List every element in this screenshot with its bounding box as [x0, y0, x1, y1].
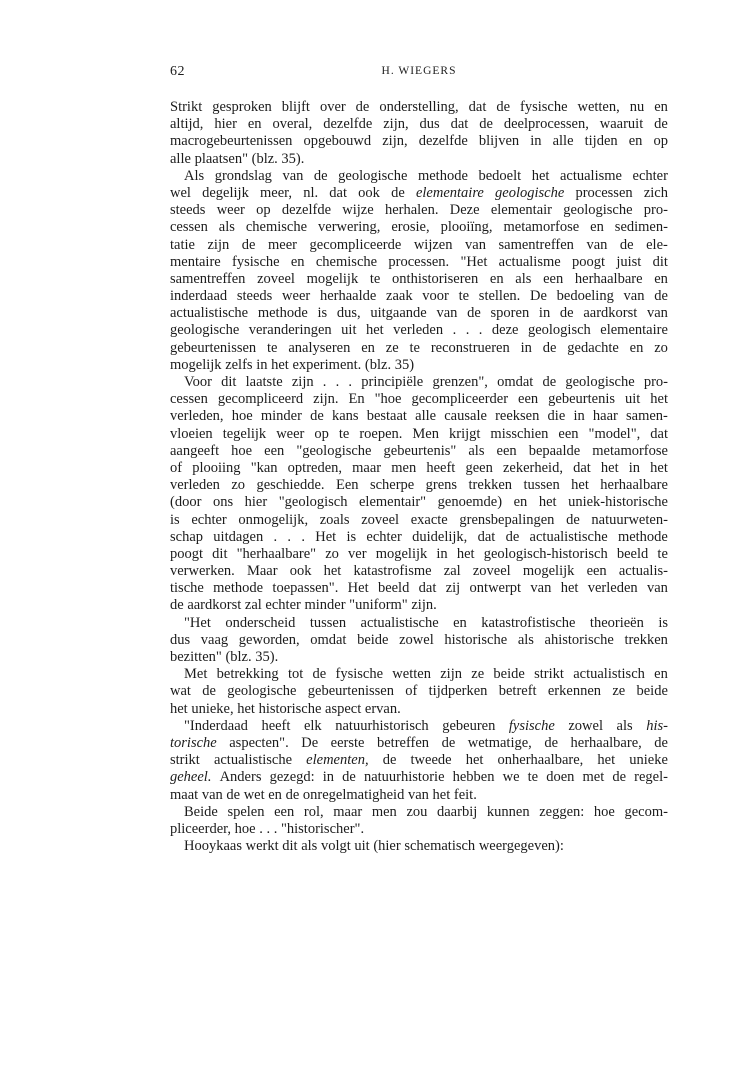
text-line: actualistische methode is dus, uitgaande van de sporen in de aardkorst van: [170, 305, 668, 322]
text-line: poogt dit "herhaalbare" zo ver mogelijk in het geologisch-historisch beeld te: [170, 545, 668, 562]
text-line: geologische veranderingen uit het verleden . . . deze geologisch elementaire: [170, 322, 668, 339]
text-line: Strikt gesproken blijft over de onderstelling, dat de fysische wetten, nu en: [170, 99, 668, 115]
text-line: dus vaag geworden, omdat beide zowel historische als ahistorische trekken: [170, 631, 668, 648]
text-line: "Inderdaad heeft elk natuurhistorisch gebeuren fysische zowel als his-: [184, 717, 668, 734]
text-line: of plooiing "kan optreden, maar men heeft geen zekerheid, dat het in het: [170, 459, 668, 476]
text-line: Met betrekking tot de fysische wetten zijn ze beide strikt actualistisch en: [184, 666, 668, 683]
text-line: mentaire fysische en chemische processen. "Het actualisme poogt juist dit: [170, 253, 668, 270]
text-line: mogelijk zelfs in het experiment. (blz. 35): [170, 356, 415, 373]
text-line: vloeien tegelijk weer op te roepen. Men krijgt misschien een "model", dat: [170, 425, 668, 442]
text-line: altijd, hier en overal, dezelfde zijn, dus dat de deelprocessen, waaruit de: [170, 116, 668, 133]
text-line: alle plaatsen" (blz. 35).: [170, 150, 305, 167]
text-line: cessen als chemische verwering, erosie, plooiïng, metamorfose en sedimen-: [170, 219, 668, 236]
page-number: 62: [170, 64, 185, 79]
text-line: (door ons hier "geologisch elementair" genoemde) en het uniek-historische: [170, 494, 668, 511]
text-line: inderdaad steeds weer herhaalde zaak voor te stellen. De bedoeling van de: [170, 288, 668, 305]
text-line: geheel. Anders gezegd: in de natuurhistorie hebben we te doen met de regel-: [170, 769, 668, 786]
text-line: tische methode toepassen". Het beeld dat zij ontwerpt van het verleden van: [170, 580, 668, 597]
text-line: wat de geologische gebeurtenissen of tijdperken betreft erkennen ze beide: [170, 683, 668, 700]
text-line: maat van de wet en de onregelmatigheid van het feit.: [170, 786, 477, 803]
text-line: strikt actualistische elementen, de tweede het onherhaalbare, het unieke: [170, 752, 668, 769]
text-line: macrogebeurtenissen opgebouwd zijn, dezelfde blijven in alle tijden en op: [170, 133, 668, 150]
text-line: gebeurtenissen te analyseren en ze te reconstrueren in de gedachte en zo: [170, 339, 668, 356]
text-line: Hooykaas werkt dit als volgt uit (hier schematisch weergegeven):: [184, 838, 564, 855]
text-line: verwerken. Maar ook het katastrofisme zal zoveel mogelijk een actualis-: [170, 563, 668, 580]
text-line: tatie zijn de meer gecompliceerde wijzen van samentreffen van de ele-: [170, 236, 668, 253]
text-line: samentreffen zoveel mogelijk te onthistoriseren en als een herhaalbare en: [170, 270, 668, 287]
text-line: schap uitdagen . . . Het is echter duidelijk, dat de actualistische methode: [170, 528, 668, 545]
text-line: bezitten" (blz. 35).: [170, 649, 279, 665]
text-line: torische aspecten". De eerste betreffen de wetmatige, de herhaalbare, de: [170, 734, 668, 751]
text-line: is echter onmogelijk, zoals zoveel exacte grensbepalingen de natuurweten-: [170, 511, 668, 528]
text-line: het unieke, het historische aspect ervan.: [170, 700, 401, 717]
text-line: pliceerder, hoe . . . "historischer".: [170, 820, 365, 837]
page-header: [170, 64, 668, 82]
text-line: steeds weer op dezelfde wijze herhalen. Deze elementair geologische pro-: [170, 202, 668, 219]
running-head: H. WIEGERS: [381, 65, 457, 77]
body-text: [170, 99, 668, 855]
text-line: wel degelijk meer, nl. dat ook de elementaire geologische processen zich: [170, 184, 668, 201]
text-line: verleden, hoe minder de kans bestaat alle causale reeksen die in haar samen-: [170, 408, 668, 425]
text-line: "Het onderscheid tussen actualistische en katastrofistische theorieën is: [184, 614, 668, 631]
text-line: aangeeft hoe een "geologische gebeurtenis" als een bepaalde metamorfose: [170, 442, 668, 459]
text-line: Als grondslag van de geologische methode bedoelt het actualisme echter: [184, 167, 668, 184]
text-line: verleden zo geschiedde. Een scherpe grens trekken tussen het herhaalbare: [170, 477, 668, 494]
text-line: cessen gecompliceerd zijn. En "hoe gecompliceerder een gebeurtenis uit het: [170, 391, 668, 408]
text-line: Beide spelen een rol, maar men zou daarbij kunnen zeggen: hoe gecom-: [184, 803, 668, 820]
text-line: de aardkorst zal echter minder "uniform" zijn.: [170, 597, 437, 614]
text-line: Voor dit laatste zijn . . . principiële grenzen", omdat de geologische pro-: [184, 374, 668, 390]
